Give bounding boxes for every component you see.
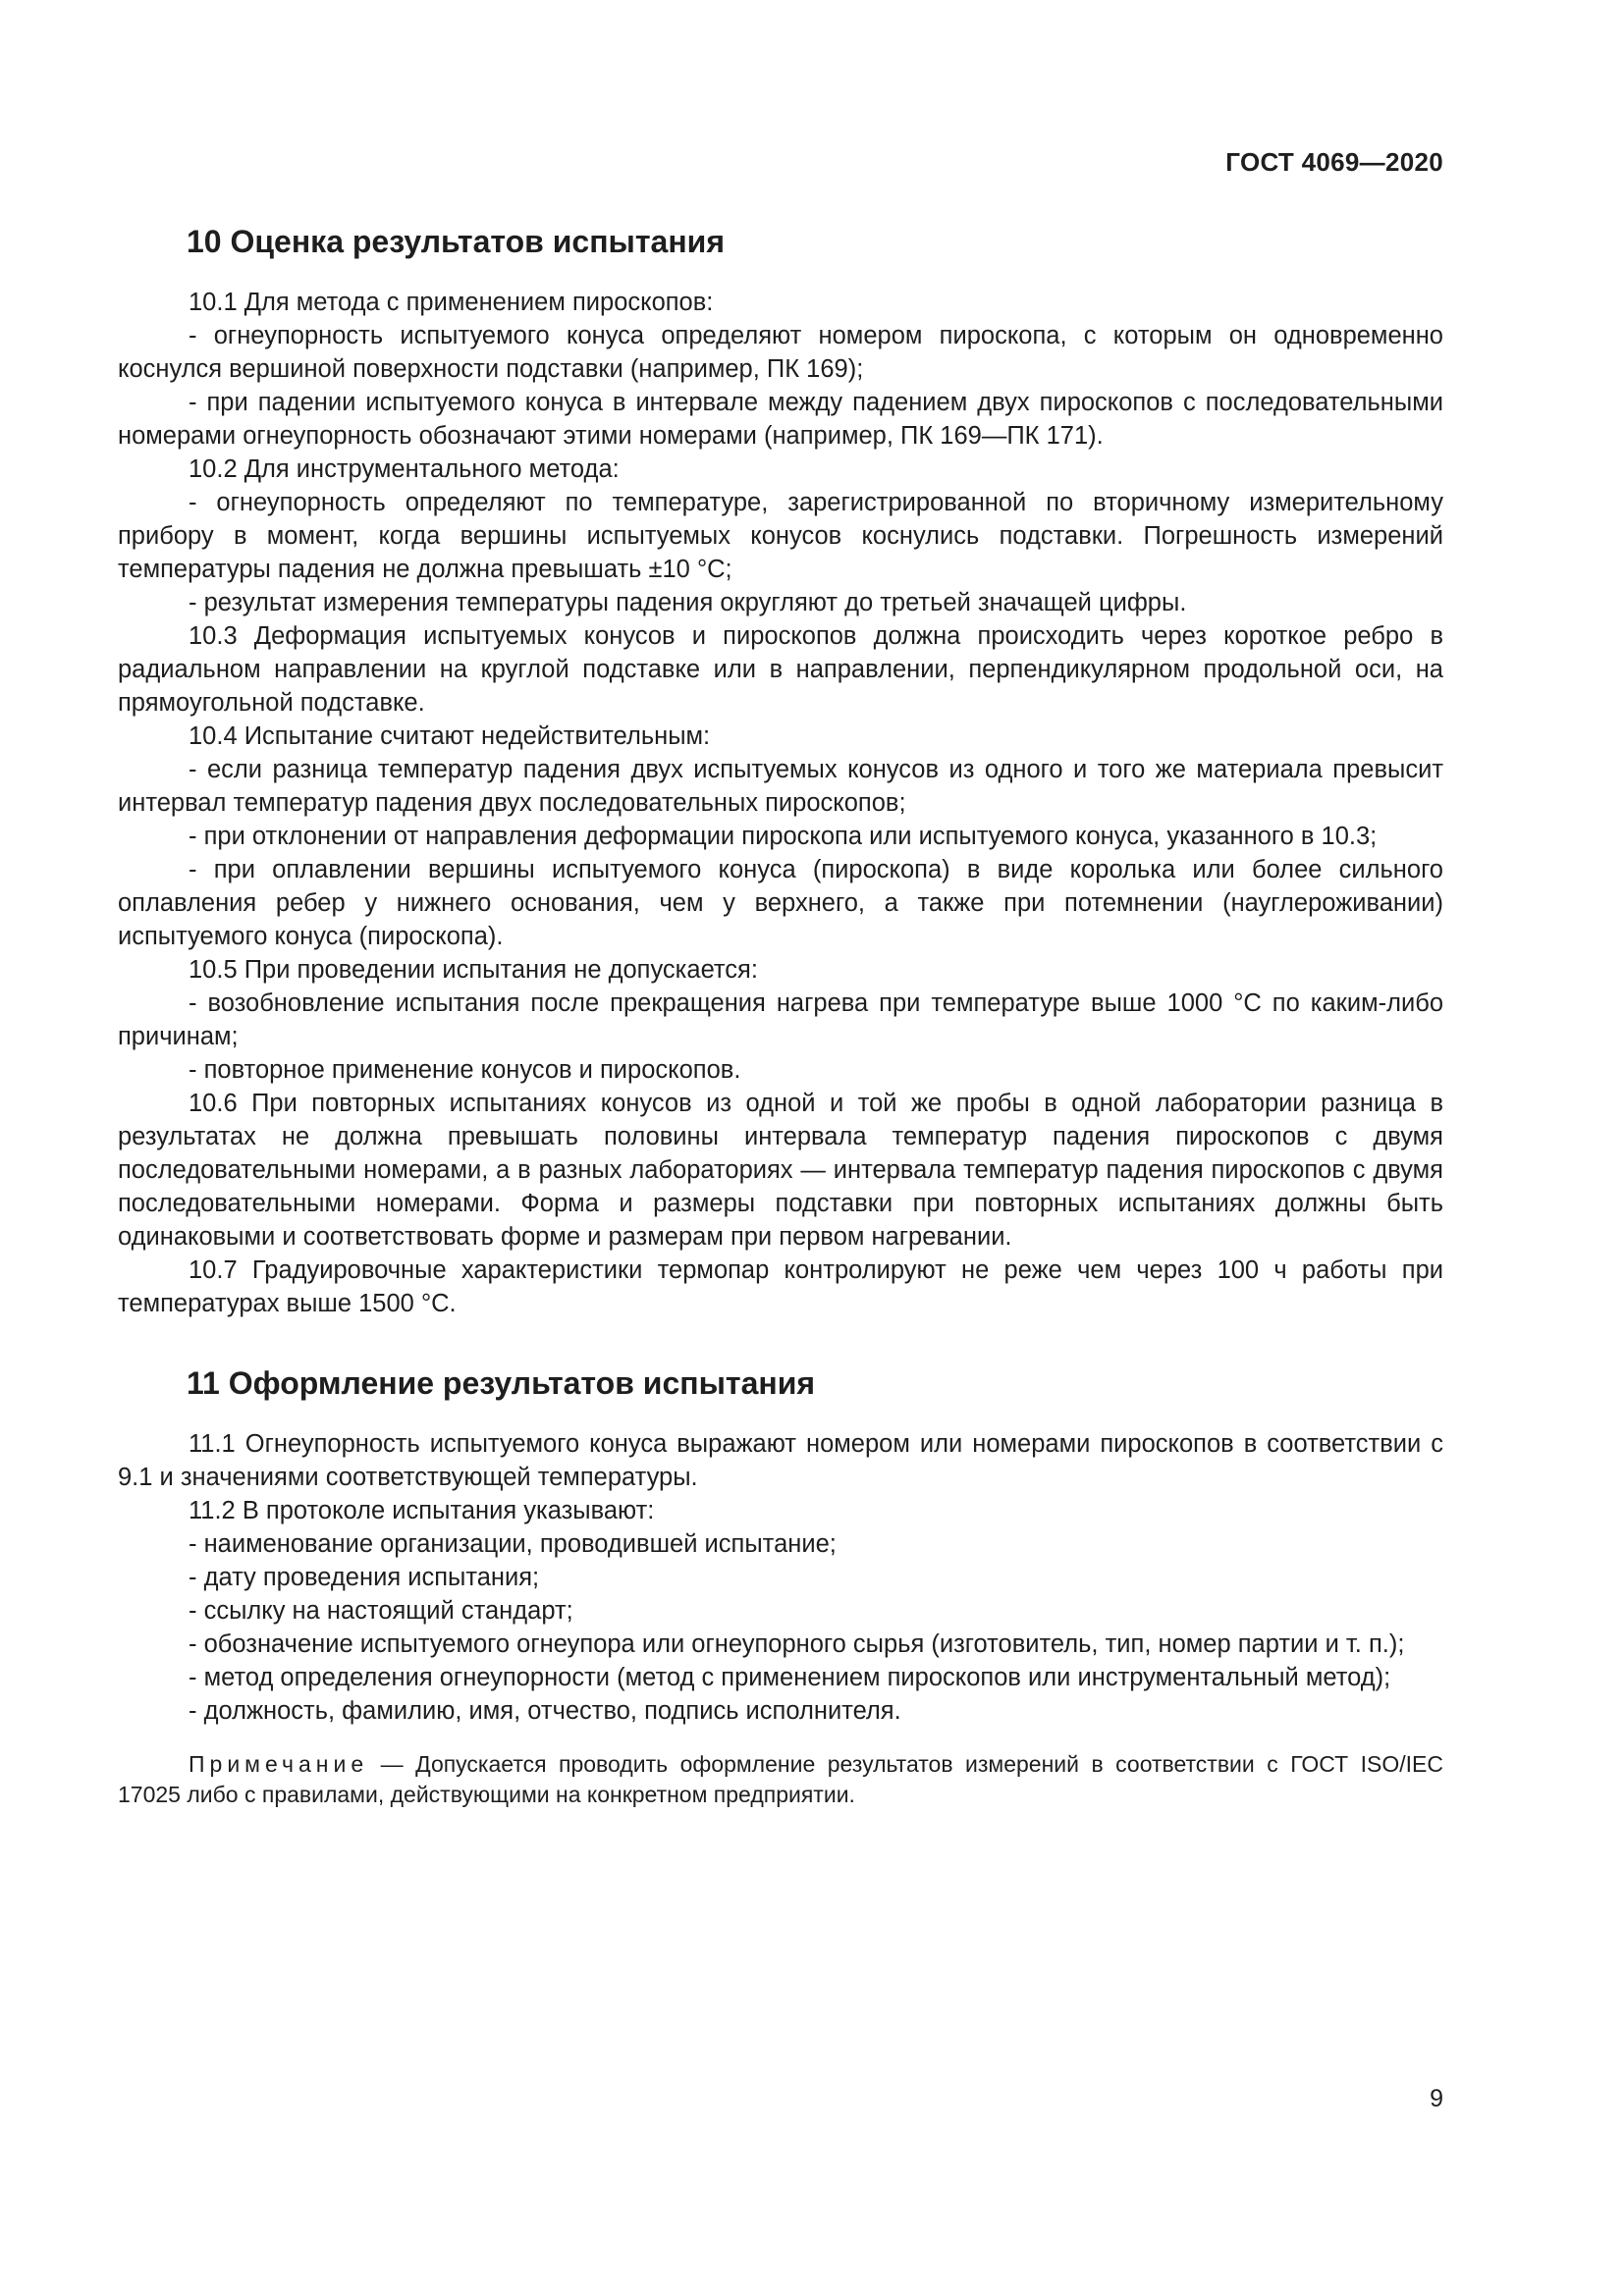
list-item: - возобновление испытания после прекращения нагрева при температуре выше 1000 °С по каким-либо причинам; bbox=[118, 989, 1443, 1050]
list-item: - наименование организации, проводившей испытание; bbox=[189, 1530, 837, 1558]
list-item: - ссылку на настоящий стандарт; bbox=[189, 1597, 573, 1625]
clause-10-5: 10.5 При проведении испытания не допускается: bbox=[189, 956, 758, 984]
list-item: - при падении испытуемого конуса в интервале между падением двух пироскопов с последовательными номерами огнеупорность обозначают этими номерами (например, ПК 169—ПК 171). bbox=[118, 389, 1443, 450]
note-text: — Допускается проводить оформление результатов измерений в соответствии с ГОСТ ISO/IEC 17025 либо с правилами, действующими на конкретном предприятии. bbox=[118, 1751, 1443, 1807]
list-item: - обозначение испытуемого огнеупора или огнеупорного сырья (изготовитель, тип, номер партии и т. п.); bbox=[189, 1630, 1405, 1658]
clause-10-7: 10.7 Градуировочные характеристики термопар контролируют не реже чем через 100 ч работы при температурах выше 1500 °С. bbox=[118, 1256, 1443, 1317]
list-item: - дату проведения испытания; bbox=[189, 1564, 540, 1591]
clause-10-1: 10.1 Для метода с применением пироскопов: bbox=[189, 289, 714, 316]
clause-11-1: 11.1 Огнеупорность испытуемого конуса выражают номером или номерами пироскопов в соответствии с 9.1 и значениями соответствующей температуры. bbox=[118, 1430, 1443, 1491]
clause-10-3: 10.3 Деформация испытуемых конусов и пироскопов должна происходить через короткое ребро в радиальном направлении на круглой подставке или в направлении, перпендикулярном продольной оси, на прямоугольной подставке. bbox=[118, 622, 1443, 717]
list-item: - должность, фамилию, имя, отчество, подпись исполнителя. bbox=[189, 1697, 901, 1725]
clause-10-4: 10.4 Испытание считают недействительным: bbox=[189, 722, 711, 750]
list-item: - повторное применение конусов и пироскопов. bbox=[189, 1056, 741, 1084]
clause-11-2: 11.2 В протоколе испытания указывают: bbox=[189, 1497, 655, 1524]
list-item: - если разница температур падения двух испытуемых конусов из одного и того же материала превысит интервал температур падения двух последовательных пироскопов; bbox=[118, 756, 1443, 817]
list-item: - метод определения огнеупорности (метод с применением пироскопов или инструментальный метод); bbox=[189, 1664, 1391, 1691]
note-label: Примечание bbox=[189, 1751, 369, 1777]
clause-10-2: 10.2 Для инструментального метода: bbox=[189, 455, 620, 483]
list-item: - огнеупорность испытуемого конуса определяют номером пироскопа, с которым он одновременно коснулся вершиной поверхности подставки (например, ПК 169); bbox=[118, 322, 1443, 383]
section-10-title: 10 Оценка результатов испытания bbox=[187, 224, 725, 259]
clause-10-6: 10.6 При повторных испытаниях конусов из одной и той же пробы в одной лаборатории разница в результатах не должна превышать половины интервала температур падения пироскопов с двумя последовательными номерами, а в разных лабораториях — интервала температур падения пироскопов с двумя последовательными номерами. Форма и размеры подставки при повторных испытаниях должны быть одинаковыми и соответствовать форме и размерам при первом нагревании. bbox=[118, 1090, 1443, 1251]
list-item: - результат измерения температуры падения округляют до третьей значащей цифры. bbox=[189, 589, 1187, 616]
list-item: - при оплавлении вершины испытуемого конуса (пироскопа) в виде королька или более сильного оплавления ребер у нижнего основания, чем у верхнего, а также при потемнении (науглероживании) испытуемого конуса (пироскопа). bbox=[118, 856, 1443, 950]
document-id-header: ГОСТ 4069—2020 bbox=[1225, 147, 1443, 177]
section-11-title: 11 Оформление результатов испытания bbox=[187, 1365, 816, 1401]
list-item: - огнеупорность определяют по температуре, зарегистрированной по вторичному измерительному прибору в момент, когда вершины испытуемых конусов коснулись подставки. Погрешность измерений температуры падения не должна превышать ±10 °С; bbox=[118, 489, 1443, 583]
page-number: 9 bbox=[1430, 2085, 1443, 2112]
list-item: - при отклонении от направления деформации пироскопа или испытуемого конуса, указанного в 10.3; bbox=[189, 823, 1378, 850]
note bbox=[118, 1749, 1443, 1810]
page-content bbox=[118, 222, 1443, 1833]
